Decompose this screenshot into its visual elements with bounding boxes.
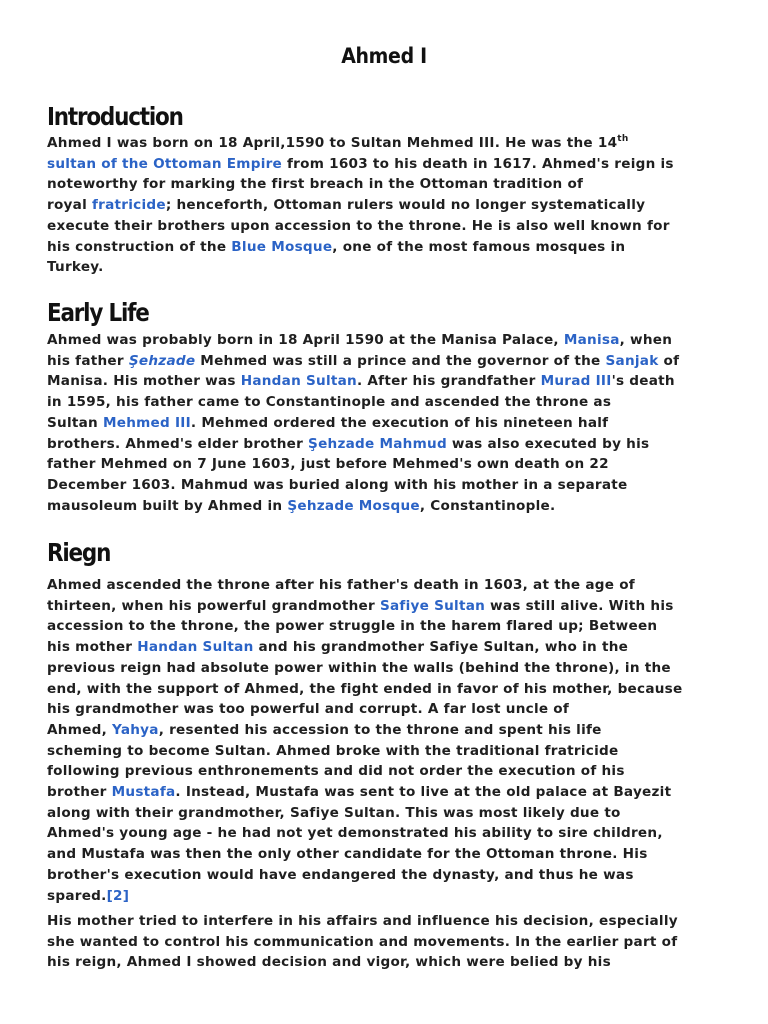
- text-run: 's death: [611, 373, 675, 390]
- text-run: , Constantinople.: [419, 497, 556, 514]
- text-run: mausoleum built by Ahmed in: [47, 497, 288, 514]
- text-run: was also executed by his: [446, 435, 650, 452]
- link-yahya[interactable]: Yahya: [111, 721, 159, 738]
- text-run: brother: [47, 784, 112, 801]
- text-line: [47, 886, 727, 907]
- text-run: was still alive. With his: [485, 597, 674, 614]
- heading-reign: Riegn: [47, 538, 111, 567]
- text-line: [47, 154, 727, 175]
- text-line: [47, 496, 727, 517]
- page-title: Ahmed I: [341, 44, 427, 68]
- text-line: [47, 596, 727, 617]
- text-line: scheming to become Sultan. Ahmed broke with the traditional fratricide: [47, 742, 619, 759]
- text-line: along with their grandmother, Safiye Sultan. This was most likely due to: [47, 804, 621, 821]
- text-line: Ahmed's young age - he had not yet demonstrated his ability to sire children,: [47, 825, 663, 842]
- text-run: brothers. Ahmed's elder brother: [47, 435, 309, 452]
- text-run: Mehmed was still a prince and the governor of the: [195, 352, 606, 369]
- text-line: [47, 237, 727, 258]
- text-line: [47, 413, 727, 434]
- text-run: Ahmed was probably born in 18 April 1590 at the Manisa Palace,: [47, 332, 564, 348]
- text-run: his mother: [47, 639, 138, 656]
- reign-paragraph-2: [47, 911, 727, 973]
- reign-paragraph: [47, 575, 727, 906]
- text-line: [47, 330, 727, 351]
- text-run: Ahmed I was born on 18 April,1590 to Sultan Mehmed III. He was the 14: [47, 135, 618, 151]
- text-line: [47, 782, 727, 803]
- link-handan-sultan-2[interactable]: Handan Sultan: [137, 639, 254, 656]
- text-line: she wanted to control his communication and movements. In the earlier part of: [47, 933, 678, 950]
- text-run: ; henceforth, Ottoman rulers would no longer systematically: [165, 197, 646, 214]
- text-line: December 1603. Mahmud was buried along with his mother in a separate: [47, 476, 628, 493]
- link-blue-mosque[interactable]: Blue Mosque: [231, 238, 333, 255]
- text-line: [47, 351, 727, 372]
- text-run: and his grandmother Safiye Sultan, who in the: [253, 639, 629, 656]
- text-run: , when: [619, 332, 673, 348]
- text-line: execute their brothers upon accession to the throne. He is also well known for: [47, 217, 670, 234]
- text-line: [47, 133, 727, 154]
- text-run: of: [658, 352, 680, 369]
- text-run: Sultan: [47, 414, 103, 431]
- text-line: in 1595, his father came to Constantinople and ascended the throne as: [47, 394, 612, 411]
- text-run: spared.: [47, 887, 107, 904]
- link-handan-sultan[interactable]: Handan Sultan: [240, 373, 357, 390]
- text-line: brother's execution would have endangered the dynasty, and thus he was: [47, 866, 634, 883]
- text-line: His mother tried to interfere in his affairs and influence his decision, especially: [47, 913, 678, 929]
- text-line: and Mustafa was then the only other candidate for the Ottoman throne. His: [47, 846, 648, 863]
- text-line: [47, 720, 727, 741]
- early-life-paragraph: [47, 330, 727, 516]
- text-line: noteworthy for marking the first breach in the Ottoman tradition of: [47, 176, 584, 193]
- text-run: his father: [47, 352, 129, 369]
- text-run: . After his grandfather: [356, 373, 541, 390]
- superscript: th: [617, 134, 629, 144]
- text-line: end, with the support of Ahmed, the fight ended in favor of his mother, because: [47, 680, 683, 697]
- text-run: Ahmed,: [47, 721, 112, 738]
- link-sehzade[interactable]: Şehzade: [128, 352, 196, 369]
- link-citation-2[interactable]: [2]: [106, 887, 130, 904]
- text-line: accession to the throne, the power struggle in the harem flared up; Between: [47, 618, 658, 635]
- text-line: his reign, Ahmed I showed decision and vigor, which were belied by his: [47, 954, 611, 971]
- text-line: father Mehmed on 7 June 1603, just before Mehmed's own death on 22: [47, 456, 609, 473]
- text-line: following previous enthronements and did not order the execution of his: [47, 763, 625, 780]
- text-line: Ahmed ascended the throne after his father's death in 1603, at the age of: [47, 577, 635, 593]
- link-sultan-ottoman-empire[interactable]: sultan of the Ottoman Empire: [47, 155, 283, 172]
- link-mehmed-iii[interactable]: Mehmed III: [102, 414, 191, 431]
- text-line: previous reign had absolute power within the walls (behind the throne), in the: [47, 659, 671, 676]
- text-line: [47, 371, 727, 392]
- link-sehzade-mosque[interactable]: Şehzade Mosque: [287, 497, 420, 514]
- text-run: his construction of the: [47, 238, 232, 255]
- link-mustafa[interactable]: Mustafa: [111, 784, 176, 801]
- intro-paragraph: [47, 133, 727, 278]
- link-fratricide[interactable]: fratricide: [91, 197, 166, 214]
- text-run: , resented his accession to the throne and spent his life: [158, 721, 602, 738]
- text-run: from 1603 to his death in 1617. Ahmed's reign is: [282, 155, 674, 172]
- text-line: his grandmother was too powerful and corrupt. A far lost uncle of: [47, 701, 570, 718]
- heading-early-life: Early Life: [47, 298, 149, 327]
- link-safiye-sultan[interactable]: Safiye Sultan: [379, 597, 486, 614]
- text-run: , one of the most famous mosques in: [332, 238, 626, 255]
- text-run: . Instead, Mustafa was sent to live at the old palace at Bayezit: [175, 784, 672, 801]
- text-run: royal: [47, 197, 92, 214]
- heading-introduction: Introduction: [47, 102, 183, 131]
- text-run: thirteen, when his powerful grandmother: [47, 597, 380, 614]
- text-run: Manisa. His mother was: [47, 373, 241, 390]
- text-line: Turkey.: [47, 259, 104, 276]
- link-sanjak[interactable]: Sanjak: [605, 352, 659, 369]
- link-murad-iii[interactable]: Murad III: [540, 373, 612, 390]
- text-run: . Mehmed ordered the execution of his nineteen half: [190, 414, 609, 431]
- link-manisa[interactable]: Manisa: [563, 332, 620, 348]
- text-line: [47, 637, 727, 658]
- text-line: [47, 195, 727, 216]
- text-line: [47, 434, 727, 455]
- link-sehzade-mahmud[interactable]: Şehzade Mahmud: [308, 435, 447, 452]
